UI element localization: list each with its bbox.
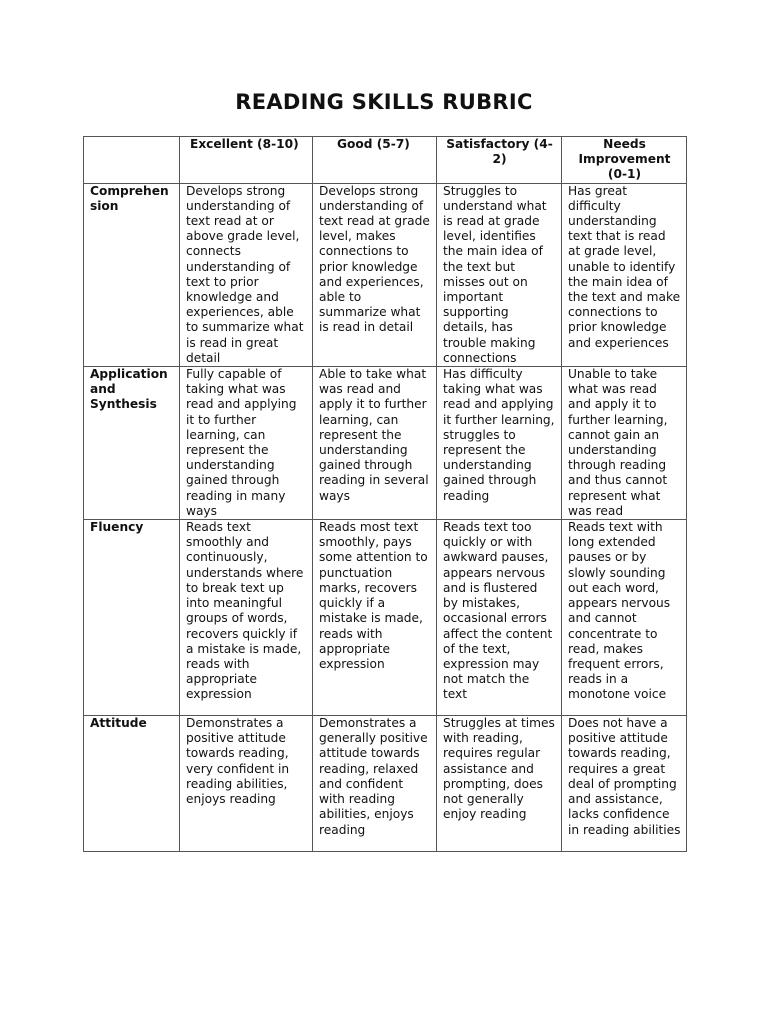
table-cell: Reads text smoothly and continuously, understands where to break text up into meaningful groups of words, recovers quickly if a mistake is made, reads with appropriate expression xyxy=(180,520,313,716)
table-cell: Has great difficulty understanding text that is read at grade level, unable to identify the main idea of the text and make connections to prior knowledge and experiences xyxy=(562,183,687,366)
table-cell: Demonstrates a generally positive attitude towards reading, relaxed and confident with reading abilities, enjoys reading xyxy=(313,716,437,852)
header-cell-needs-improvement: Needs Improvement (0-1) xyxy=(562,137,687,184)
table-row xyxy=(84,520,687,716)
table-cell: Develops strong understanding of text read at grade level, makes connections to prior knowledge and experiences, able to summarize what is read in detail xyxy=(313,183,437,366)
table-cell: Reads text too quickly or with awkward pauses, appears nervous and is flustered by mistakes, occasional errors affect the content of the text, expression may not match the text xyxy=(437,520,562,716)
table-cell: Demonstrates a positive attitude towards reading, very confident in reading abilities, enjoys reading xyxy=(180,716,313,852)
table-cell: Develops strong understanding of text read at or above grade level, connects understanding of text to prior knowledge and experiences, able to summarize what is read in great detail xyxy=(180,183,313,366)
table-row xyxy=(84,367,687,520)
rubric-table xyxy=(83,136,687,852)
header-cell-satisfactory: Satisfactory (4- 2) xyxy=(437,137,562,184)
row-label-attitude: Attitude xyxy=(84,716,180,852)
table-cell: Reads text with long extended pauses or by slowly sounding out each word, appears nervous and cannot concentrate to read, makes frequent errors, reads in a monotone voice xyxy=(562,520,687,716)
header-row xyxy=(84,137,687,184)
row-label-fluency: Fluency xyxy=(84,520,180,716)
table-cell: Has difficulty taking what was read and applying it further learning, struggles to represent the understanding gained through reading xyxy=(437,367,562,520)
table-cell: Unable to take what was read and apply it to further learning, cannot gain an understanding through reading and thus cannot represent what was read xyxy=(562,367,687,520)
table-row xyxy=(84,716,687,852)
table-row xyxy=(84,183,687,366)
table-cell: Does not have a positive attitude towards reading, requires a great deal of prompting and assistance, lacks confidence in reading abilities xyxy=(562,716,687,852)
header-cell-excellent: Excellent (8-10) xyxy=(180,137,313,184)
table-cell: Reads most text smoothly, pays some attention to punctuation marks, recovers quickly if a mistake is made, reads with appropriate expression xyxy=(313,520,437,716)
header-cell-corner xyxy=(84,137,180,184)
page-title: READING SKILLS RUBRIC xyxy=(235,90,533,114)
table-cell: Fully capable of taking what was read and applying it to further learning, can represent the understanding gained through reading in many ways xyxy=(180,367,313,520)
row-label-application-and-synthesis: Application and Synthesis xyxy=(84,367,180,520)
table-cell: Able to take what was read and apply it to further learning, can represent the understanding gained through reading in several ways xyxy=(313,367,437,520)
table-cell: Struggles to understand what is read at grade level, identifies the main idea of the text but misses out on important supporting details, has trouble making connections xyxy=(437,183,562,366)
table-cell: Struggles at times with reading, requires regular assistance and prompting, does not generally enjoy reading xyxy=(437,716,562,852)
row-label-comprehension: Comprehen sion xyxy=(84,183,180,366)
header-cell-good: Good (5-7) xyxy=(313,137,437,184)
